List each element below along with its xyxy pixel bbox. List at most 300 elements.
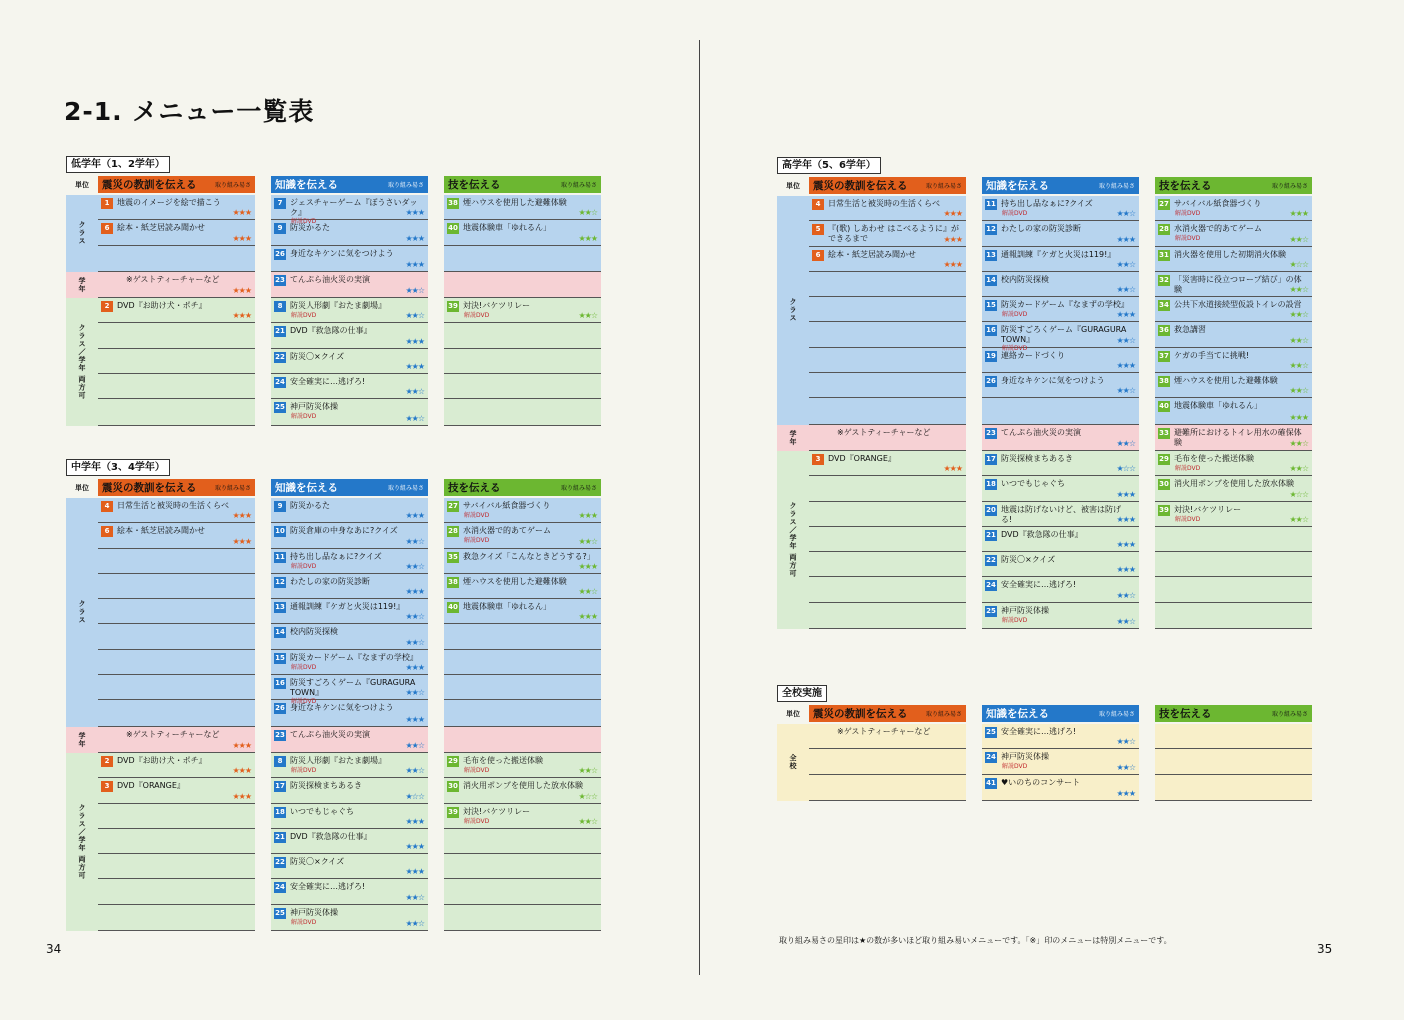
menu-item	[982, 373, 1139, 398]
menu-item-title: わたしの家の防災診断	[290, 576, 370, 586]
menu-item-title: 対決!バケツリレー	[463, 806, 531, 816]
column-header-subtitle: 取り組み易さ	[387, 182, 424, 189]
menu-number-badge: 22	[275, 352, 285, 361]
dvd-note: 解説DVD	[1175, 235, 1201, 243]
menu-item-title: 消火用ポンプを使用した放水体験	[1174, 479, 1294, 489]
page-number-right: 35	[1317, 942, 1333, 956]
difficulty-stars: ★★★	[1289, 412, 1308, 422]
menu-number-badge: 16	[986, 326, 996, 335]
menu-item-title: 神戸防災体操	[1001, 605, 1049, 615]
menu-number-badge: 23	[275, 275, 285, 284]
dvd-note: 解説DVD	[464, 537, 490, 545]
empty-cell	[98, 323, 255, 348]
menu-item-title: 安全確実に…逃げろ!	[290, 377, 366, 387]
menu-item-title: 水消火器で的あてゲーム	[463, 526, 551, 536]
menu-item-title: 煙ハウスを使用した避難体験	[463, 576, 567, 586]
menu-number-badge: 25	[275, 403, 285, 412]
menu-item-title: 絵本・紙芝居読み聞かせ	[117, 223, 205, 233]
menu-item-title: 煙ハウスを使用した避難体験	[1174, 376, 1278, 386]
band-column	[809, 196, 966, 425]
band-label: 学年	[66, 727, 98, 753]
empty-cell	[444, 374, 601, 399]
empty-cell	[98, 574, 255, 599]
footnote: 取り組み易さの星印は★の数が多いほど取り組み易いメニューです。「※」印のメニューは特別メニューです。	[779, 936, 1172, 945]
dvd-note: 解説DVD	[291, 698, 317, 706]
menu-item-title: てんぷら油火災の実演	[290, 274, 370, 284]
menu-item	[444, 498, 601, 523]
menu-item-title: 絵本・紙芝居読み聞かせ	[117, 526, 205, 536]
band-both	[66, 298, 601, 425]
menu-item-title: ケガの手当てに挑戦!	[1174, 350, 1250, 360]
menu-item-title: 持ち出し品なぁに?クイズ	[290, 551, 382, 561]
menu-item	[444, 298, 601, 323]
menu-item	[444, 574, 601, 599]
difficulty-stars: ★★☆	[1116, 386, 1135, 396]
menu-item	[98, 498, 255, 523]
dvd-note: 解説DVD	[291, 413, 317, 421]
column-header-c3	[444, 479, 601, 496]
menu-item	[982, 247, 1139, 272]
column-header-c1	[98, 176, 255, 193]
difficulty-stars: ★★☆	[1116, 737, 1135, 747]
menu-number-badge: 24	[986, 753, 996, 762]
menu-item	[982, 476, 1139, 501]
difficulty-stars: ★★★	[578, 511, 597, 521]
menu-number-badge: 40	[448, 603, 458, 612]
column-header-c3	[444, 176, 601, 193]
menu-number-badge: 9	[274, 501, 286, 512]
menu-item-title: 防災〇×クイズ	[1001, 555, 1056, 565]
difficulty-stars: ★★★	[232, 208, 251, 218]
band-column	[98, 298, 255, 425]
difficulty-stars: ★★☆	[405, 766, 424, 776]
section-lower-grades	[66, 152, 601, 426]
band-column	[271, 727, 428, 753]
difficulty-stars: ★★☆	[1289, 386, 1308, 396]
difficulty-stars: ★★★	[232, 286, 251, 296]
menu-item-title: 防災探検まちあるき	[290, 781, 362, 791]
menu-number-badge: 8	[274, 756, 286, 767]
menu-number-badge: 38	[448, 577, 458, 586]
unit-header: 単位	[75, 180, 89, 189]
band-label: クラス／学年 両方可	[66, 753, 98, 931]
dvd-note: 解説DVD	[1175, 515, 1201, 523]
menu-item	[271, 399, 428, 424]
column-header-c3	[1155, 177, 1312, 194]
column-header-subtitle: 取り組み易さ	[560, 182, 597, 189]
menu-number-badge: 14	[986, 275, 996, 284]
menu-item-title: 防災〇×クイズ	[290, 351, 345, 361]
menu-number-badge: 21	[275, 832, 285, 841]
menu-number-badge: 31	[1159, 250, 1169, 259]
menu-number-badge: 2	[101, 756, 113, 767]
difficulty-stars: ★☆☆	[578, 791, 597, 801]
band-column	[271, 498, 428, 727]
menu-item	[809, 451, 966, 476]
difficulty-stars: ★★★	[1116, 310, 1135, 320]
section-whole-school	[777, 681, 1312, 801]
menu-number-badge: 29	[448, 756, 458, 765]
difficulty-stars: ★☆☆	[405, 791, 424, 801]
difficulty-stars: ★★☆	[1289, 310, 1308, 320]
empty-cell	[809, 348, 966, 373]
difficulty-stars: ★★★	[405, 362, 424, 372]
menu-item-title: 防災かるた	[290, 223, 330, 233]
menu-number-badge: 12	[986, 225, 996, 234]
menu-number-badge: 6	[812, 250, 824, 261]
menu-item	[271, 879, 428, 904]
menu-item	[271, 272, 428, 297]
band-class	[66, 498, 601, 727]
band-column	[1155, 451, 1312, 629]
dvd-note: 解説DVD	[1002, 763, 1028, 771]
band-column	[98, 727, 255, 753]
menu-item	[1155, 451, 1312, 476]
difficulty-stars: ★★★	[232, 311, 251, 321]
menu-item-title: 身近なキケンに気をつけよう	[290, 703, 394, 713]
dvd-note: 解説DVD	[291, 766, 317, 774]
menu-item-title: てんぷら油火災の実演	[290, 729, 370, 739]
menu-item-title: 防災すごろくゲーム『GURAGURA TOWN』	[290, 678, 416, 698]
menu-item-title: 毛布を使った搬送体験	[1174, 453, 1254, 463]
band-label: クラス	[777, 196, 809, 425]
menu-item-title: DVD『ORANGE』	[828, 453, 896, 463]
menu-item-title: いつでもじゃぐち	[290, 806, 354, 816]
difficulty-stars: ★★☆	[1289, 514, 1308, 524]
difficulty-stars: ★★★	[1116, 489, 1135, 499]
menu-item	[271, 523, 428, 548]
menu-item	[271, 727, 428, 752]
band-grade	[777, 425, 1312, 451]
menu-item-title: 校内防災探検	[290, 627, 338, 637]
menu-number-badge: 4	[812, 199, 824, 210]
menu-item	[271, 574, 428, 599]
menu-number-badge: 4	[101, 501, 113, 512]
menu-number-badge: 29	[1159, 454, 1169, 463]
menu-item	[444, 549, 601, 574]
menu-item	[982, 348, 1139, 373]
menu-item	[271, 700, 428, 725]
empty-cell	[1155, 749, 1312, 774]
menu-item-title: 日常生活と被災時の生活くらべ	[828, 199, 940, 208]
menu-number-badge: 33	[1159, 428, 1169, 437]
difficulty-stars: ★★★	[405, 208, 424, 218]
dvd-note: 解説DVD	[1175, 464, 1201, 472]
menu-number-badge: 21	[986, 530, 996, 539]
menu-item	[444, 523, 601, 548]
band-label: クラス	[66, 195, 98, 272]
band-label: 学年	[66, 272, 98, 298]
empty-cell	[444, 650, 601, 675]
dvd-note: 解説DVD	[464, 512, 490, 519]
difficulty-stars: ★★☆	[1116, 285, 1135, 295]
difficulty-stars: ★★☆	[1116, 590, 1135, 600]
menu-item-title: 通報訓練『ケガと火災は119!』	[1001, 249, 1116, 259]
empty-cell	[444, 675, 601, 700]
empty-cell	[809, 297, 966, 322]
menu-item	[809, 221, 966, 246]
menu-item	[271, 829, 428, 854]
menu-item	[1155, 272, 1312, 297]
menu-item-title: いつでもじゃぐち	[1001, 479, 1065, 489]
difficulty-stars: ★★★	[578, 612, 597, 622]
column-header-subtitle: 取り組み易さ	[925, 711, 962, 718]
menu-item-title: 持ち出し品なぁに?クイズ	[1001, 199, 1093, 208]
difficulty-stars: ★★★	[232, 740, 251, 750]
band-school	[777, 724, 1312, 801]
column-header-subtitle: 取り組み易さ	[560, 485, 597, 492]
unit-header: 単位	[786, 709, 800, 718]
empty-cell	[1155, 552, 1312, 577]
difficulty-stars: ★★☆	[1289, 438, 1308, 448]
menu-item-title: 防災探検まちあるき	[1001, 453, 1073, 463]
difficulty-stars: ★★★	[1289, 209, 1308, 219]
menu-item	[1155, 196, 1312, 221]
menu-number-badge: 22	[986, 556, 996, 565]
column-header-title: 震災の教訓を伝える	[102, 482, 197, 494]
menu-number-badge: 18	[986, 480, 996, 489]
menu-number-badge: 24	[275, 883, 285, 892]
column-header-title: 技を伝える	[1159, 708, 1212, 720]
menu-item-title: DVD『お助け犬・ポチ』	[117, 755, 207, 765]
column-header-title: 技を伝える	[1159, 180, 1212, 192]
menu-item	[271, 778, 428, 803]
menu-number-badge: 40	[1159, 402, 1169, 411]
empty-cell	[444, 905, 601, 930]
menu-item-title: 地震体験車「ゆれるん」	[1174, 401, 1262, 411]
menu-item	[271, 323, 428, 348]
menu-item	[1155, 221, 1312, 246]
column-header-title: 知識を伝える	[986, 180, 1049, 192]
menu-item-title: 防災倉庫の中身なあに?クイズ	[290, 526, 398, 536]
menu-number-badge: 8	[274, 301, 286, 312]
menu-item	[1155, 348, 1312, 373]
difficulty-stars: ★★☆	[405, 413, 424, 423]
menu-item	[98, 778, 255, 803]
menu-item	[1155, 247, 1312, 272]
menu-item	[271, 905, 428, 930]
menu-item-title: 対決!バケツリレー	[463, 301, 531, 311]
dvd-note: 解説DVD	[291, 218, 317, 225]
column-header-subtitle: 取り組み易さ	[1271, 183, 1308, 190]
menu-number-badge: 9	[274, 223, 286, 234]
menu-number-badge: 25	[986, 606, 996, 615]
menu-item	[98, 523, 255, 548]
menu-item-title: 水消火器で的あてゲーム	[1174, 224, 1262, 234]
band-column	[982, 724, 1139, 801]
difficulty-stars: ★★★	[943, 464, 962, 474]
difficulty-stars: ★★☆	[405, 311, 424, 321]
menu-number-badge: 18	[275, 807, 285, 816]
menu-item	[98, 272, 255, 297]
empty-cell	[98, 829, 255, 854]
menu-item	[271, 804, 428, 829]
difficulty-stars: ★★★	[943, 259, 962, 269]
menu-number-badge: 20	[986, 505, 996, 514]
menu-item-title: 安全確実に…逃げろ!	[290, 882, 366, 892]
difficulty-stars: ★★☆	[578, 587, 597, 597]
empty-cell	[98, 700, 255, 725]
difficulty-stars: ★★★	[405, 842, 424, 852]
difficulty-stars: ★★☆	[1116, 617, 1135, 627]
menu-number-badge: 28	[448, 527, 458, 536]
menu-item-title: 連絡カードづくり	[1001, 350, 1065, 360]
menu-item	[444, 804, 601, 829]
empty-cell	[98, 675, 255, 700]
menu-item	[982, 272, 1139, 297]
difficulty-stars: ★★★	[1116, 234, 1135, 244]
band-column	[444, 753, 601, 931]
dvd-note: 解説DVD	[291, 562, 317, 570]
menu-item-title: 避難所におけるトイレ用水の確保体験	[1174, 427, 1302, 447]
menu-number-badge: 13	[275, 603, 285, 612]
menu-item-title: 「災害時に役立つロープ結び」の体験	[1174, 274, 1302, 294]
difficulty-stars: ★★☆	[405, 286, 424, 296]
menu-item-title: DVD『救急隊の仕事』	[290, 831, 372, 841]
menu-number-badge: 12	[275, 577, 285, 586]
difficulty-stars: ★★★	[232, 536, 251, 546]
menu-item-title: 日常生活と被災時の生活くらべ	[117, 501, 229, 510]
empty-cell	[809, 373, 966, 398]
menu-item-title: 救急講習	[1174, 325, 1206, 335]
menu-item	[982, 502, 1139, 527]
menu-number-badge: 23	[986, 428, 996, 437]
dvd-note: 解説DVD	[464, 817, 490, 825]
menu-number-badge: 14	[275, 628, 285, 637]
empty-cell	[809, 272, 966, 297]
menu-number-badge: 11	[275, 552, 285, 561]
difficulty-stars: ★★☆	[1116, 259, 1135, 269]
menu-item-title: わたしの家の防災診断	[1001, 224, 1081, 234]
menu-item	[271, 675, 428, 706]
menu-item-title: 公共下水道接続型仮設トイレの設営	[1174, 300, 1302, 310]
menu-number-badge: 2	[101, 301, 113, 312]
dvd-note: 解説DVD	[291, 312, 317, 320]
menu-item-title: 『(歌) しあわせ はこべるように』ができるまで	[828, 224, 960, 244]
difficulty-stars: ★★★	[405, 587, 424, 597]
menu-item	[982, 749, 1139, 774]
menu-item-title: 地震体験車「ゆれるん」	[463, 223, 551, 233]
menu-number-badge: 17	[986, 454, 996, 463]
menu-item	[271, 374, 428, 399]
column-header-c1	[809, 177, 966, 194]
difficulty-stars: ★★☆	[405, 612, 424, 622]
menu-number-badge: 1	[101, 198, 113, 209]
difficulty-stars: ★★☆	[405, 919, 424, 929]
menu-item-title: 防災カードゲーム『なまずの学校』	[1001, 300, 1129, 310]
page-title: 2-1. メニュー一覧表	[64, 97, 315, 126]
menu-item	[1155, 425, 1312, 450]
menu-number-badge: 30	[1159, 480, 1169, 489]
band-column	[271, 195, 428, 272]
menu-item	[98, 195, 255, 220]
band-label: クラス	[66, 498, 98, 727]
unit-header: 単位	[75, 483, 89, 492]
menu-number-badge: 40	[448, 224, 458, 233]
menu-item-title: DVD『ORANGE』	[117, 781, 185, 791]
dvd-note: 解説DVD	[1002, 616, 1028, 624]
column-header-title: 震災の教訓を伝える	[813, 180, 908, 192]
difficulty-stars: ★★☆	[1289, 361, 1308, 371]
menu-item-title: 通報訓練『ケガと火災は119!』	[290, 602, 405, 612]
difficulty-stars: ★★☆	[578, 536, 597, 546]
menu-number-badge: 38	[448, 199, 458, 207]
menu-item	[982, 724, 1139, 749]
column-header-title: 震災の教訓を伝える	[102, 179, 197, 191]
difficulty-stars: ★★★	[405, 714, 424, 724]
empty-cell	[1155, 603, 1312, 628]
column-header-subtitle: 取り組み易さ	[387, 485, 424, 492]
difficulty-stars: ★★☆	[405, 740, 424, 750]
difficulty-stars: ★★★	[1116, 788, 1135, 798]
empty-cell	[1155, 724, 1312, 749]
column-header-title: 技を伝える	[448, 482, 501, 494]
menu-item-title: 防災人形劇『おたま劇場』	[290, 755, 386, 765]
menu-item-title: 神戸防災体操	[290, 402, 338, 412]
difficulty-stars: ★★☆	[578, 766, 597, 776]
empty-cell	[809, 398, 966, 423]
empty-cell	[809, 322, 966, 347]
column-header-c3	[1155, 705, 1312, 722]
menu-item	[271, 498, 428, 523]
section-upper-grades	[777, 153, 1312, 629]
difficulty-stars: ★☆☆	[1289, 489, 1308, 499]
empty-cell	[98, 905, 255, 930]
empty-cell	[98, 624, 255, 649]
empty-cell	[444, 854, 601, 879]
empty-cell	[444, 727, 601, 752]
column-header-row	[777, 177, 1312, 194]
difficulty-stars: ★★☆	[578, 311, 597, 321]
menu-item-title: DVD『救急隊の仕事』	[1001, 529, 1083, 539]
menu-item-title: 毛布を使った搬送体験	[463, 755, 543, 765]
band-column	[1155, 196, 1312, 425]
menu-number-badge: 17	[275, 782, 285, 791]
band-column	[98, 195, 255, 272]
band-column	[1155, 724, 1312, 801]
menu-item	[1155, 322, 1312, 347]
empty-cell	[98, 549, 255, 574]
band-both	[66, 753, 601, 931]
empty-cell	[98, 879, 255, 904]
menu-item	[271, 753, 428, 778]
difficulty-stars: ★★★	[405, 259, 424, 269]
empty-cell	[98, 399, 255, 424]
menu-number-badge: 38	[1159, 377, 1169, 386]
band-column	[271, 753, 428, 931]
menu-item	[982, 451, 1139, 476]
difficulty-stars: ★★☆	[1116, 209, 1135, 219]
column-header-row	[777, 705, 1312, 722]
menu-number-badge: 39	[448, 302, 458, 311]
band-class	[66, 195, 601, 272]
difficulty-stars: ★★☆	[578, 816, 597, 826]
menu-number-badge: 28	[1159, 225, 1169, 234]
menu-item	[271, 298, 428, 323]
menu-item-title: ※ゲストティーチャーなど	[837, 427, 931, 437]
difficulty-stars: ★★★	[405, 511, 424, 521]
menu-item-title: 消火用ポンプを使用した放水体験	[463, 781, 583, 791]
menu-number-badge: 6	[101, 223, 113, 234]
dvd-note: 解説DVD	[1002, 210, 1028, 217]
difficulty-stars: ★★★	[405, 816, 424, 826]
menu-item-title: 神戸防災体操	[1001, 752, 1049, 762]
menu-item-title: 神戸防災体操	[290, 907, 338, 917]
menu-number-badge: 41	[986, 778, 996, 787]
menu-item-title: 地震のイメージを絵で描こう	[117, 198, 221, 207]
menu-number-badge: 15	[275, 653, 285, 662]
dvd-note: 解説DVD	[464, 766, 490, 774]
